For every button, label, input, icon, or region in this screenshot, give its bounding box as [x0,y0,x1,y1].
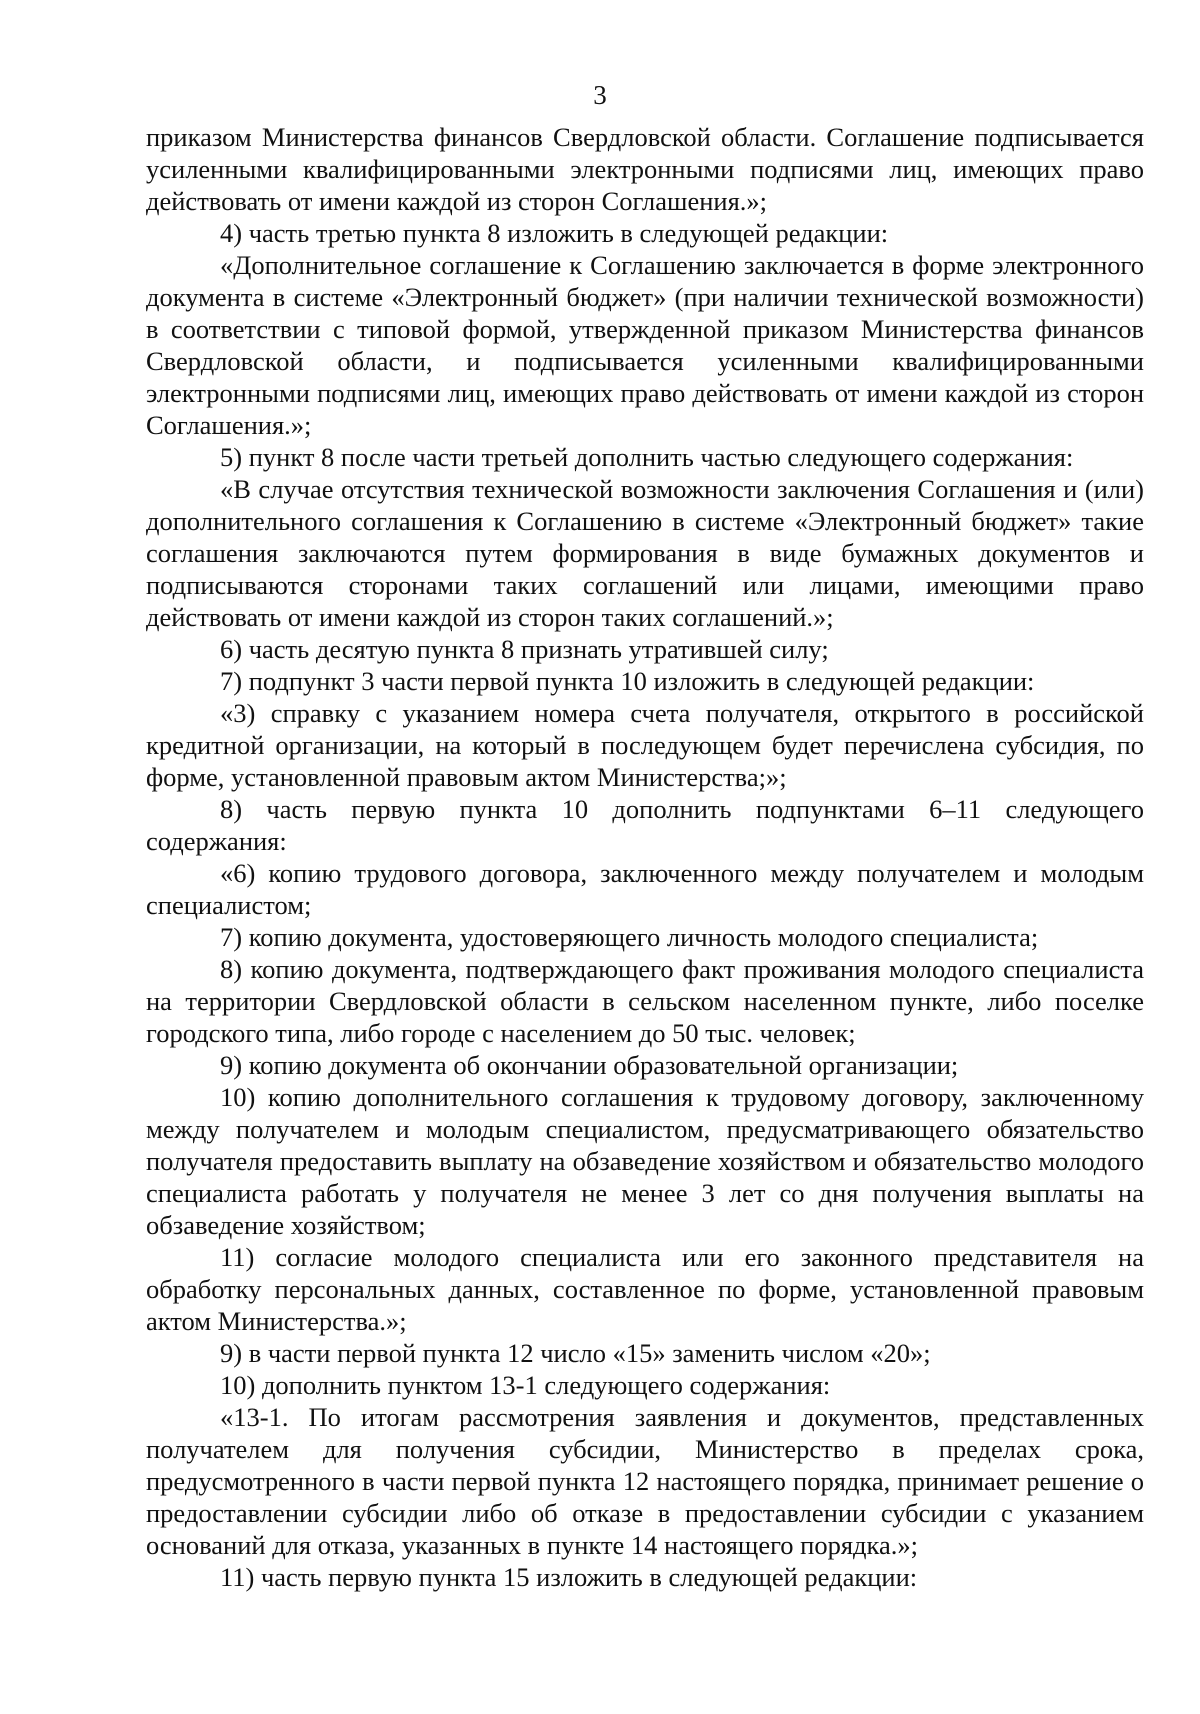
paragraph: 7) подпункт 3 части первой пункта 10 изложить в следующей редакции: [220,666,1035,696]
paragraph: 6) часть десятую пункта 8 признать утратившей силу; [220,634,829,664]
paragraph: «Дополнительное соглашение к Соглашению заключается в форме электронного документа в системе «Электронный бюджет» (при наличии технической возможности) в соответствии с типовой формой, утвержденной приказом Министерства финансов Свердловской области, и подписывается усиленными квалифицированными электронными подписями лиц, имеющих право действовать от имени каждой из сторон Соглашения.»; [146,250,1144,440]
paragraph: 5) пункт 8 после части третьей дополнить частью следующего содержания: [220,442,1074,472]
paragraph: 8) копию документа, подтверждающего факт проживания молодого специалиста на территории Свердловской области в сельском населенном пункте, либо поселке городского типа, либо городе с населением до 50 тыс. человек; [146,954,1144,1048]
paragraph: 10) копию дополнительного соглашения к трудовому договору, заключенному между получателем и молодым специалистом, предусматривающего обязательство получателя предоставить выплату на обзаведение хозяйством и обязательство молодого специалиста работать у получателя не менее 3 лет со дня получения выплаты на обзаведение хозяйством; [146,1082,1144,1240]
paragraph: «3) справку с указанием номера счета получателя, открытого в российской кредитной организации, на который в последующем будет перечислена субсидия, по форме, установленной правовым актом Министерства;»; [146,698,1144,792]
document-body [146,121,1144,1593]
paragraph: 8) часть первую пункта 10 дополнить подпунктами 6–11 следующего содержания: [146,794,1144,856]
paragraph: 7) копию документа, удостоверяющего личность молодого специалиста; [220,922,1039,952]
paragraph: приказом Министерства финансов Свердловской области. Соглашение подписывается усиленными квалифицированными электронными подписями лиц, имеющих право действовать от имени каждой из сторон Соглашения.»; [146,122,1144,216]
paragraph: 11) согласие молодого специалиста или его законного представителя на обработку персональных данных, составленное по форме, установленной правовым актом Министерства.»; [146,1242,1144,1336]
paragraph: 11) часть первую пункта 15 изложить в следующей редакции: [220,1562,918,1592]
paragraph: 10) дополнить пунктом 13-1 следующего содержания: [220,1370,831,1400]
page-number: 3 [593,80,607,110]
paragraph: 9) в части первой пункта 12 число «15» заменить числом «20»; [220,1338,931,1368]
paragraph: 9) копию документа об окончании образовательной организации; [220,1050,959,1080]
paragraph: «6) копию трудового договора, заключенного между получателем и молодым специалистом; [146,858,1144,920]
paragraph: «В случае отсутствия технической возможности заключения Соглашения и (или) дополнительного соглашения к Соглашению в системе «Электронный бюджет» такие соглашения заключаются путем формирования в виде бумажных документов и подписываются сторонами таких соглашений или лицами, имеющими право действовать от имени каждой из сторон таких соглашений.»; [146,474,1144,632]
paragraph: 4) часть третью пункта 8 изложить в следующей редакции: [220,218,889,248]
paragraph: «13-1. По итогам рассмотрения заявления и документов, представленных получателем для получения субсидии, Министерство в пределах срока, предусмотренного в части первой пункта 12 настоящего порядка, принимает решение о предоставлении субсидии либо об отказе в предоставлении субсидии с указанием оснований для отказа, указанных в пункте 14 настоящего порядка.»; [146,1402,1144,1560]
